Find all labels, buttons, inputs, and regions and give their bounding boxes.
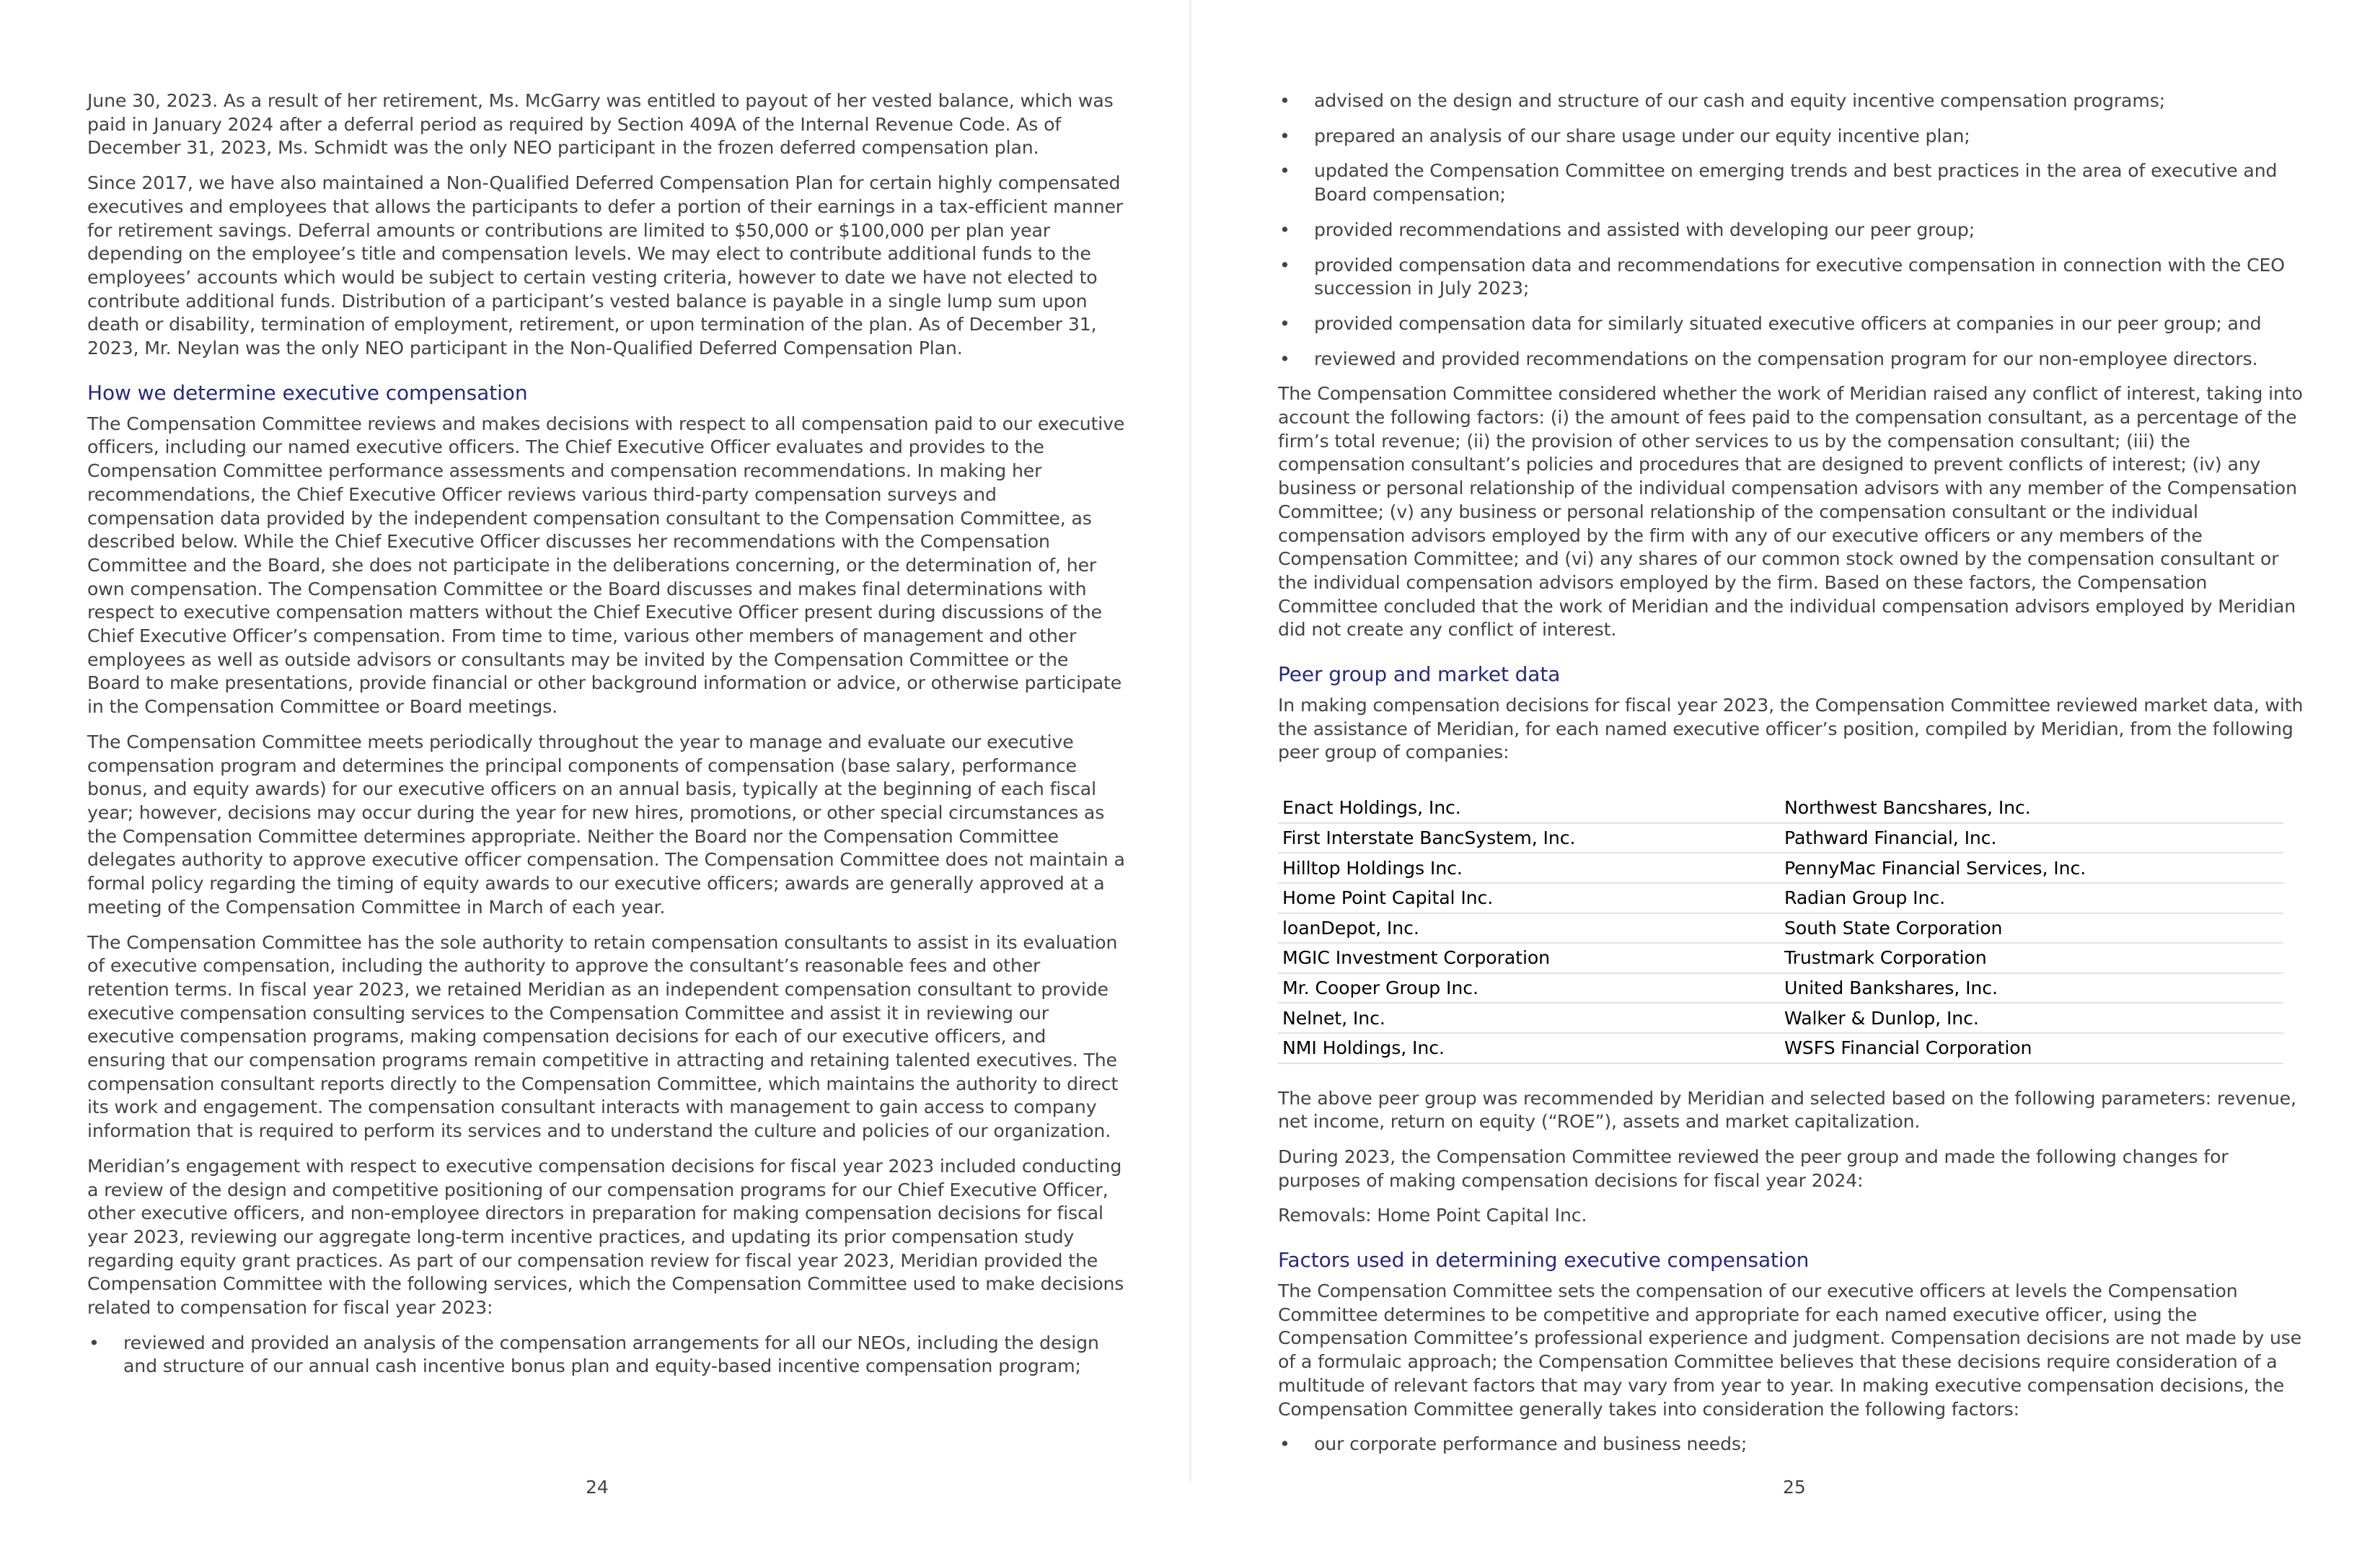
- list-item-text: our corporate performance and business needs;: [1314, 1433, 1747, 1455]
- paragraph-consultant-authority: The Compensation Committee has the sole authority to retain compensation consultants to assist in its evaluation of executive compensation, including the authority to approve the consultant’s reasonable fees and other retention terms. In fiscal year 2023, we retained Meridian as an independent compensation consultant to provide executive compensation consulting services to the Compensation Committee and assist it in reviewing our executive compensation programs, making compensation decisions for each of our executive officers, and ensuring that our compensation programs remain competitive in attracting and retaining talented executives. The compensation consultant reports directly to the Compensation Committee, which maintains the authority to direct its work and engagement. The compensation consultant interacts with management to gain access to company information that is required to perform its services and to understand the culture and policies of our organization.: [87, 931, 1119, 1142]
- table-row: [1278, 794, 2283, 823]
- bullet-icon: •: [89, 1332, 100, 1353]
- list-item-text: reviewed and provided an analysis of the compensation arrangements for all our NEOs, including the design and structure of our annual cash incentive bonus plan and equity-based incentive compensation program;: [123, 1332, 1099, 1377]
- table-row: [1278, 973, 2283, 1003]
- paragraph-meridian-engagement: Meridian’s engagement with respect to executive compensation decisions for fiscal year 2023 included conducting a review of the design and competitive positioning of our compensation programs for our Chief Executive Officer, other executive officers, and non-employee directors in preparation for making compensation decisions for fiscal year 2023, reviewing our aggregate long-term incentive practices, and updating its prior compensation study regarding equity grant practices. As part of our compensation review for fiscal year 2023, Meridian provided the Compensation Committee with the following services, which the Compensation Committee used to make decisions related to compensation for fiscal year 2023:: [87, 1155, 1124, 1319]
- list-item-text: advised on the design and structure of our cash and equity incentive compensation programs;: [1314, 90, 2166, 111]
- section-heading-peer-group: Peer group and market data: [1278, 662, 1561, 687]
- list-item-text: reviewed and provided recommendations on the compensation program for our non-employee directors.: [1314, 348, 2258, 369]
- list-item: [1278, 1433, 2309, 1456]
- right-page-column: [1278, 89, 2309, 1468]
- bullet-icon: •: [1279, 90, 1290, 111]
- paragraph-peer-parameters: The above peer group was recommended by Meridian and selected based on the following parameters: revenue, net income, return on equity (“ROE”), assets and market capitalization.: [1278, 1087, 2296, 1133]
- table-cell: NMI Holdings, Inc.: [1278, 1033, 1780, 1063]
- paragraph-removals: Removals: Home Point Capital Inc.: [1278, 1205, 1587, 1226]
- bullet-icon: •: [1279, 312, 1290, 334]
- table-cell: Radian Group Inc.: [1780, 883, 2283, 913]
- list-item-text: provided compensation data and recommendations for executive compensation in connection with the CEO succession in July 2023;: [1314, 254, 2285, 299]
- table-row: [1278, 853, 2283, 883]
- paragraph-factors: The Compensation Committee sets the compensation of our executive officers at levels the Compensation Committee determines to be competitive and appropriate for each named executive officer, using the Compensation Committee’s professional experience and judgment. Compensation decisions are not made by use of a formulaic approach; the Compensation Committee believes that these decisions require consideration of a multitude of relevant factors that may vary from year to year. In making executive compensation decisions, the Compensation Committee generally takes into consideration the following factors:: [1278, 1280, 2302, 1420]
- table-cell: loanDepot, Inc.: [1278, 913, 1780, 944]
- table-row: [1278, 1003, 2283, 1033]
- table-cell: MGIC Investment Corporation: [1278, 943, 1780, 973]
- list-item: [1278, 125, 2309, 149]
- table-row: [1278, 883, 2283, 913]
- table-cell: Trustmark Corporation: [1780, 943, 2283, 973]
- list-item: [1278, 348, 2309, 372]
- meridian-services-list-start: [87, 1332, 1126, 1379]
- paragraph-committee-reviews: The Compensation Committee reviews and makes decisions with respect to all compensation paid to our executive officers, including our named executive officers. The Chief Executive Officer evaluates and provides to the Compensation Committee performance assessments and compensation recommendations. In making her recommendations, the Chief Executive Officer reviews various third-party compensation surveys and compensation data provided by the independent compensation consultant to the Compensation Committee, as described below. While the Chief Executive Officer discusses her recommendations with the Compensation Committee and the Board, she does not participate in the deliberations concerning, or the determination of, her own compensation. The Compensation Committee or the Board discusses and makes final determinations with respect to executive compensation matters without the Chief Executive Officer present during discussions of the Chief Executive Officer’s compensation. From time to time, various other members of management and other employees as well as outside advisors or consultants may be invited by the Compensation Committee or the Board to make presentations, provide financial or other background information or advice, or otherwise participate in the Compensation Committee or Board meetings.: [87, 413, 1125, 718]
- meridian-services-list: [1278, 89, 2309, 371]
- bullet-icon: •: [1279, 125, 1290, 146]
- table-cell: South State Corporation: [1780, 913, 2283, 944]
- list-item-text: prepared an analysis of our share usage under our equity incentive plan;: [1314, 125, 1970, 146]
- bullet-icon: •: [1279, 219, 1290, 240]
- peer-group-table: [1278, 794, 2283, 1063]
- bullet-icon: •: [1279, 1433, 1290, 1455]
- table-row: [1278, 823, 2283, 853]
- list-item: [1278, 254, 2309, 301]
- table-cell: Hilltop Holdings Inc.: [1278, 853, 1780, 883]
- list-item: [1278, 89, 2309, 113]
- list-item-text: provided recommendations and assisted with developing our peer group;: [1314, 219, 1975, 240]
- table-cell: Mr. Cooper Group Inc.: [1278, 973, 1780, 1003]
- list-item: [1278, 219, 2309, 242]
- list-item: [1278, 159, 2309, 206]
- table-cell: PennyMac Financial Services, Inc.: [1780, 853, 2283, 883]
- table-cell: Pathward Financial, Inc.: [1780, 823, 2283, 853]
- bullet-icon: •: [1279, 160, 1290, 182]
- list-item: [87, 1332, 1126, 1379]
- paragraph-conflict-of-interest: The Compensation Committee considered whether the work of Meridian raised any conflict of interest, taking into account the following factors: (i) the amount of fees paid to the compensation consultant, as a percentage of the firm’s total revenue; (ii) the provision of other services to us by the compensation consultant; (iii) the compensation consultant’s policies and procedures that are designed to prevent conflicts of interest; (iv) any business or personal relationship of the individual compensation advisors with any member of the Compensation Committee; (v) any business or personal relationship of the compensation consultant or the individual compensation advisors employed by the firm with any of our executive officers or any members of the Compensation Committee; and (vi) any shares of our common stock owned by the compensation consultant or the individual compensation advisors employed by the firm. Based on these factors, the Compensation Committee concluded that the work of Meridian and the individual compensation advisors employed by Meridian did not create any conflict of interest.: [1278, 383, 2303, 641]
- left-page-column: [87, 89, 1126, 1390]
- table-cell: Enact Holdings, Inc.: [1278, 794, 1780, 823]
- page-number: 24: [586, 1477, 609, 1498]
- table-row: [1278, 913, 2283, 944]
- bullet-icon: •: [1279, 348, 1290, 369]
- section-heading-how-we-determine: How we determine executive compensation: [87, 380, 528, 405]
- table-cell: Home Point Capital Inc.: [1278, 883, 1780, 913]
- table-row: [1278, 1033, 2283, 1063]
- factors-list: [1278, 1433, 2309, 1456]
- paragraph-mcgarry-payout: June 30, 2023. As a result of her retirement, Ms. McGarry was entitled to payout of her vested balance, which was paid in January 2024 after a deferral period as required by Section 409A of the Internal Revenue Code. As of December 31, 2023, Ms. Schmidt was the only NEO participant in the frozen deferred compensation plan.: [87, 90, 1114, 159]
- list-item-text: updated the Compensation Committee on emerging trends and best practices in the area of executive and Board compensation;: [1314, 160, 2278, 206]
- paragraph-committee-meets: The Compensation Committee meets periodically throughout the year to manage and evaluate our executive compensation program and determines the principal components of compensation (base salary, performance bonus, and equity awards) for our executive officers on an annual basis, typically at the beginning of each fiscal year; however, decisions may occur during the year for new hires, promotions, or other special circumstances as the Compensation Committee determines appropriate. Neither the Board nor the Compensation Committee delegates authority to approve executive officer compensation. The Compensation Committee does not maintain a formal policy regarding the timing of equity awards to our executive officers; awards are generally approved at a meeting of the Compensation Committee in March of each year.: [87, 731, 1125, 918]
- bullet-icon: •: [1279, 254, 1290, 276]
- list-item: [1278, 312, 2309, 336]
- list-item-text: provided compensation data for similarly situated executive officers at companies in our peer group; and: [1314, 312, 2262, 334]
- paragraph-nqdc-plan: Since 2017, we have also maintained a Non-Qualified Deferred Compensation Plan for certain highly compensated executives and employees that allows the participants to defer a portion of their earnings in a tax-efficient manner for retirement savings. Deferral amounts or contributions are limited to $50,000 or $100,000 per plan year depending on the employee’s title and compensation levels. We may elect to contribute additional funds to the employees’ accounts which would be subject to certain vesting criteria, however to date we have not elected to contribute additional funds. Distribution of a participant’s vested balance is payable in a single lump sum upon death or disability, termination of employment, retirement, or upon termination of the plan. As of December 31, 2023, Mr. Neylan was the only NEO participant in the Non-Qualified Deferred Compensation Plan.: [87, 172, 1123, 359]
- page-25: [1191, 0, 2380, 1551]
- page-number: 25: [1783, 1477, 1806, 1498]
- paragraph-peer-intro: In making compensation decisions for fiscal year 2023, the Compensation Committee reviewed market data, with the assistance of Meridian, for each named executive officer’s position, compiled by Meridian, from the following peer group of companies:: [1278, 695, 2304, 763]
- section-heading-factors: Factors used in determining executive compensation: [1278, 1248, 1810, 1273]
- table-cell: WSFS Financial Corporation: [1780, 1033, 2283, 1063]
- table-cell: Nelnet, Inc.: [1278, 1003, 1780, 1033]
- table-cell: United Bankshares, Inc.: [1780, 973, 2283, 1003]
- paragraph-peer-changes: During 2023, the Compensation Committee reviewed the peer group and made the following changes for purposes of making compensation decisions for fiscal year 2024:: [1278, 1146, 2229, 1191]
- table-cell: First Interstate BancSystem, Inc.: [1278, 823, 1780, 853]
- table-cell: Northwest Bancshares, Inc.: [1780, 794, 2283, 823]
- table-cell: Walker & Dunlop, Inc.: [1780, 1003, 2283, 1033]
- table-row: [1278, 943, 2283, 973]
